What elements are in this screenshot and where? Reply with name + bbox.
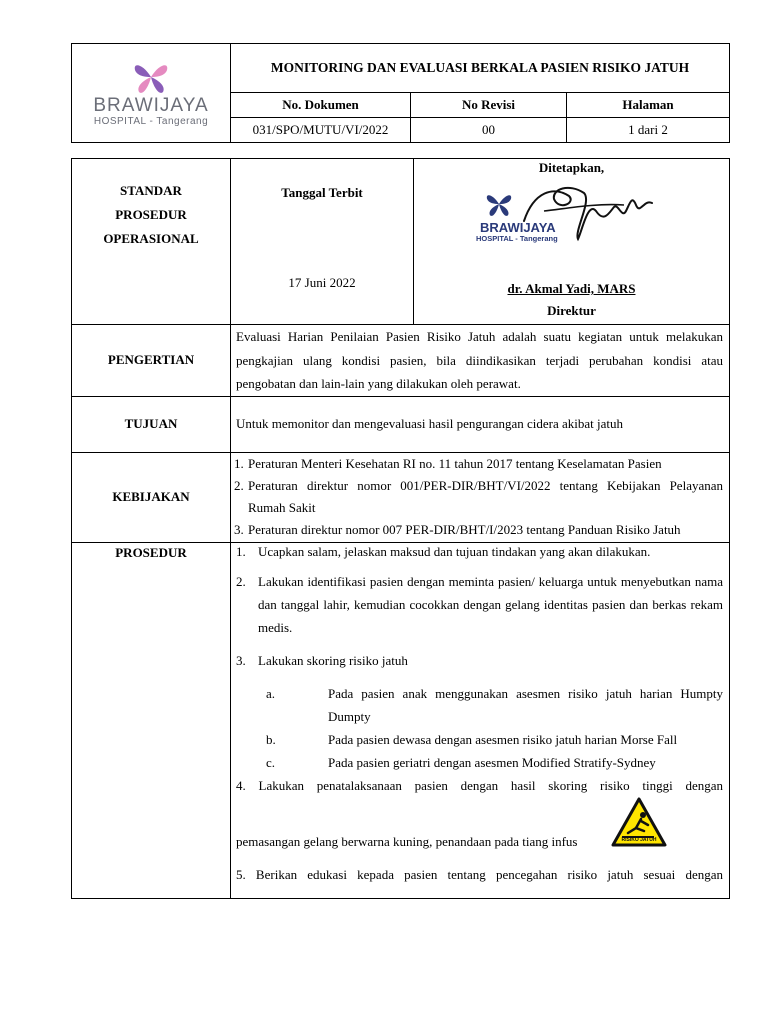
prosedur-subitem — [236, 682, 723, 728]
prosedur-subitem-text: Pada pasien anak menggunakan asesmen risiko jatuh harian Humpty Dumpty — [328, 685, 723, 724]
prosedur-item-4: 4. Lakukan penatalaksanaan pasien dengan hasil skoring risiko tinggi dengan — [236, 777, 723, 793]
prosedur-label: PROSEDUR — [72, 542, 231, 898]
prosedur-subitem-text: Pada pasien dewasa dengan asesmen risiko jatuh harian Morse Fall — [328, 731, 678, 747]
ditetapkan-label: Ditetapkan, — [538, 160, 605, 175]
stamp-subtitle: HOSPITAL - Tangerang — [476, 234, 558, 243]
kebijakan-list — [231, 452, 730, 542]
prosedur-subitem — [236, 751, 723, 774]
prosedur-item-number: 2. — [236, 573, 246, 589]
kebijakan-item-number: 1. — [234, 455, 244, 471]
prosedur-body — [231, 542, 730, 898]
brand-subtitle: HOSPITAL - Tangerang — [93, 116, 209, 127]
stamp-name: BRAWIJAYA — [480, 220, 556, 235]
spo-label-line3: OPERASIONAL — [103, 231, 199, 246]
no-dokumen-value: 031/SPO/MUTU/VI/2022 — [231, 118, 411, 143]
kebijakan-item — [234, 475, 723, 519]
fall-warning-icon — [610, 795, 668, 853]
spo-label-line2: PROSEDUR — [115, 207, 187, 222]
hospital-logo — [72, 58, 230, 128]
kebijakan-label: KEBIJAKAN — [72, 452, 231, 542]
prosedur-subitem-letter: b. — [266, 731, 276, 747]
risiko-jatuh-sign — [610, 795, 668, 853]
prosedur-item — [236, 649, 723, 672]
kebijakan-item-number: 3. — [234, 521, 244, 537]
prosedur-subitem-text: Pada pasien geriatri dengan asesmen Modified Stratify-Sydney — [328, 754, 656, 770]
halaman-value: 1 dari 2 — [567, 118, 730, 143]
kebijakan-item-text: Peraturan Menteri Kesehatan RI no. 11 tahun 2017 tentang Keselamatan Pasien — [248, 455, 662, 471]
prosedur-subitem-letter: c. — [266, 754, 276, 770]
prosedur-item-4-continuation — [236, 797, 723, 853]
prosedur-item-text: Ucapkan salam, jelaskan maksud dan tujuan tindakan yang akan dilakukan. — [258, 543, 651, 559]
prosedur-item-text: Lakukan skoring risiko jatuh — [258, 652, 408, 668]
kebijakan-item — [234, 519, 723, 541]
prosedur-item-5: 5. Berikan edukasi kepada pasien tentang pencegahan risiko jatuh sesuai dengan — [236, 866, 723, 882]
signer-name: dr. Akmal Yadi, MARS — [507, 281, 636, 296]
stamp-signature-area — [414, 181, 729, 257]
brand-name: BRAWIJAYA — [93, 95, 209, 116]
butterfly-stamp-icon — [484, 189, 514, 219]
pengertian-label: PENGERTIAN — [72, 325, 231, 397]
logo-cell — [72, 44, 231, 143]
risiko-jatuh-sign-text: RISIKO JATUH — [621, 836, 657, 843]
signer-title: Direktur — [547, 303, 596, 318]
no-revisi-value: 00 — [411, 118, 567, 143]
kebijakan-item — [234, 453, 723, 475]
pengertian-text: Evaluasi Harian Penilaian Pasien Risiko Jatuh adalah suatu kegiatan untuk melakukan pengkajian ulang kondisi pasien, bila diindikasikan terjadi perubahan kondisi atau pengobatan dan lain-lain yang dilakukan oleh perawat. — [231, 325, 730, 397]
spo-label-line1: STANDAR — [120, 183, 182, 198]
tujuan-text: Untuk memonitor dan mengevaluasi hasil pengurangan cidera akibat jatuh — [231, 396, 730, 452]
prosedur-subitem — [236, 728, 723, 751]
tanggal-terbit-label: Tanggal Terbit — [281, 185, 363, 200]
halaman-label: Halaman — [567, 93, 730, 118]
spo-main-table — [71, 158, 730, 899]
prosedur-item — [236, 543, 723, 561]
spo-label-cell — [72, 159, 231, 325]
prosedur-subitem-letter: a. — [266, 685, 276, 701]
prosedur-item — [236, 570, 723, 639]
kebijakan-item-text: Peraturan direktur nomor 001/PER-DIR/BHT/VI/2022 tentang Kebijakan Pelayanan Rumah Sakit — [248, 477, 723, 515]
kebijakan-item-number: 2. — [234, 477, 244, 493]
tujuan-label: TUJUAN — [72, 396, 231, 452]
butterfly-logo-icon — [131, 58, 171, 96]
no-revisi-label: No Revisi — [411, 93, 567, 118]
prosedur-item-number: 3. — [236, 652, 246, 668]
document-header-table — [71, 43, 730, 143]
prosedur-item-number: 1. — [236, 543, 246, 559]
handwritten-signature — [514, 181, 654, 247]
no-dokumen-label: No. Dokumen — [231, 93, 411, 118]
tanggal-terbit-value: 17 Juni 2022 — [288, 275, 356, 290]
ditetapkan-cell — [414, 159, 730, 325]
tanggal-terbit-cell — [231, 159, 414, 325]
prosedur-item-4-text: pemasangan gelang berwarna kuning, penandaan pada tiang infus — [236, 833, 578, 849]
document-title: MONITORING DAN EVALUASI BERKALA PASIEN RISIKO JATUH — [231, 44, 730, 93]
prosedur-item-text: Lakukan identifikasi pasien dengan meminta pasien/ keluarga untuk menyebutkan nama dan tanggal lahir, kemudian cocokkan dengan gelang identitas pasien dan berkas rekam medis. — [258, 573, 723, 635]
kebijakan-item-text: Peraturan direktur nomor 007 PER-DIR/BHT/I/2023 tentang Panduan Risiko Jatuh — [248, 521, 681, 537]
